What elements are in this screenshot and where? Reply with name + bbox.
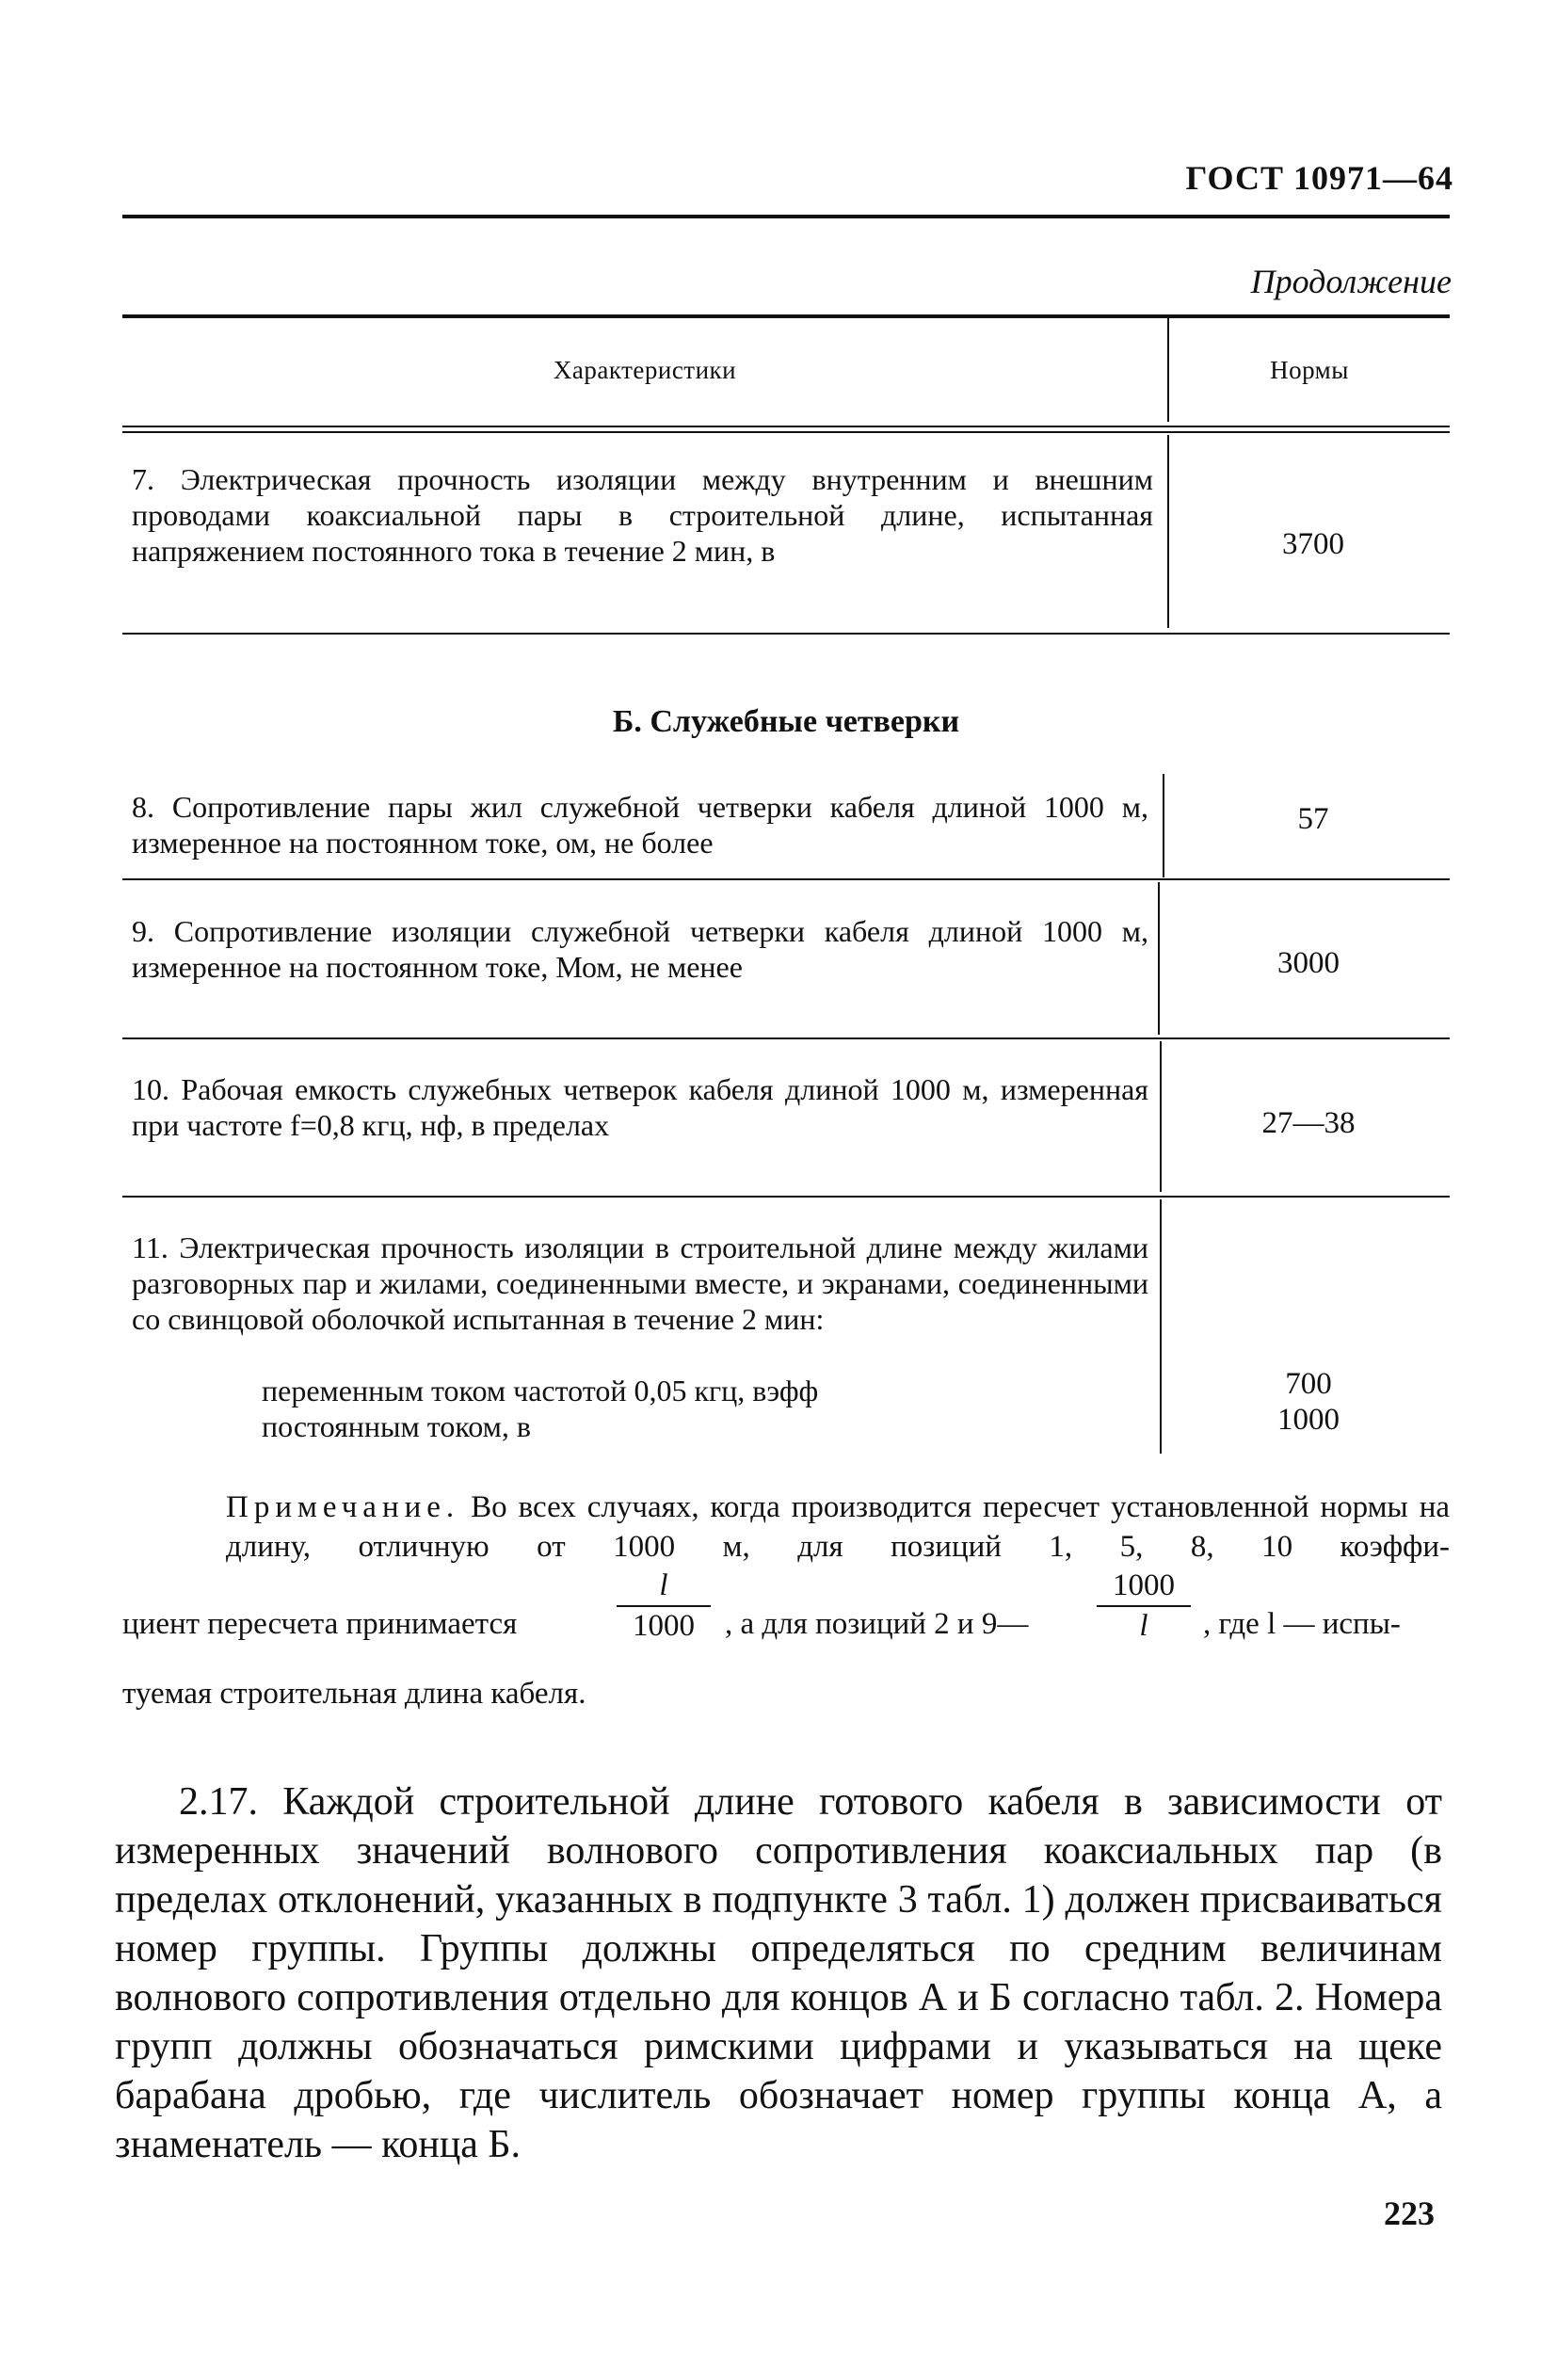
- page-number: 223: [1384, 2195, 1435, 2232]
- fraction-2-numerator: 1000: [1113, 1568, 1175, 1602]
- row-9-divider: [1158, 882, 1160, 1035]
- standard-number: ГОСТ 10971—64: [1185, 159, 1453, 197]
- note-text-1: Во всех случаях, когда производится пересчет установленной нормы на длину, отличную от 1000 м, для позиций 1, 5, 8, 10 коэффи-: [226, 1490, 1450, 1564]
- fraction-1-bar: [617, 1605, 711, 1607]
- row-9-rule: [122, 1037, 1450, 1039]
- row-8-divider: [1163, 774, 1164, 877]
- row-10-text: 10. Рабочая емкость служебных четверок кабеля длиной 1000 м, измеренная при частоте f=0,8 кгц, нф, в пределах: [132, 1072, 1148, 1142]
- row-11-norm-2: 1000: [1277, 1403, 1340, 1437]
- row-7-divider: [1167, 435, 1169, 628]
- column-header-characteristics: Характеристики: [553, 356, 737, 384]
- fraction-1000-over-l: [1097, 1568, 1191, 1644]
- fraction-1-numerator: l: [659, 1568, 668, 1602]
- row-8-text: 8. Сопротивление пары жил служебной четверки кабеля длиной 1000 м, измеренное на постоянном токе, ом, не более: [132, 790, 1148, 860]
- continuation-label: Продолжение: [1250, 263, 1452, 300]
- note-line-1: [122, 1488, 1450, 1567]
- note-label: Примечание.: [226, 1490, 460, 1524]
- paragraph-2-17: 2.17. Каждой строительной длине готового кабеля в зависимости от измеренных значений волнового сопротивления коаксиальных пар (в пределах отклонений, указанных в подпункте 3 табл. 1) должен присваиваться номер группы. Группы должны определяться по средним величинам волнового сопротивления отдельно для концов А и Б согласно табл. 2. Номера групп должны обозначаться римскими цифрами и указываться на щеке барабана дробью, где числитель обозначает номер группы конца А, а знаменатель — конца Б.: [115, 1780, 1442, 2166]
- fraction-2-denominator: l: [1139, 1609, 1148, 1643]
- row-7-norm: 3700: [1282, 527, 1344, 561]
- row-9-text: 9. Сопротивление изоляции служебной четверки кабеля длиной 1000 м, измеренное на постоянном токе, Мом, не менее: [132, 914, 1148, 984]
- note-line-2b: , а для позиций 2 и 9—: [725, 1607, 1029, 1641]
- note-line-2c: , где l — испы-: [1203, 1607, 1401, 1641]
- header-divider: [1167, 318, 1169, 422]
- column-header-norms: Нормы: [1270, 356, 1349, 384]
- header-rule-2: [122, 431, 1450, 433]
- row-8-norm: 57: [1297, 802, 1329, 836]
- note-line-2a: циент пересчета принимается: [122, 1607, 518, 1641]
- row-11-norm-1: 700: [1285, 1367, 1332, 1401]
- row-9-norm: 3000: [1277, 946, 1340, 980]
- header-rule: [122, 215, 1450, 218]
- fraction-1-denominator: 1000: [633, 1609, 695, 1643]
- row-11-sub1: переменным током частотой 0,05 кгц, вэфф: [262, 1374, 819, 1407]
- table-top-rule: [122, 314, 1450, 318]
- section-b-title: Б. Служебные четверки: [612, 704, 960, 739]
- row-11-sub2: постоянным током, в: [262, 1409, 532, 1443]
- fraction-l-over-1000: [617, 1568, 711, 1644]
- note-line-3: туемая строительная длина кабеля.: [122, 1677, 586, 1711]
- fraction-2-bar: [1097, 1605, 1191, 1607]
- row-10-norm: 27—38: [1261, 1106, 1356, 1140]
- row-11-divider: [1160, 1199, 1162, 1454]
- row-10-rule: [122, 1196, 1450, 1198]
- row-7-text: 7. Электрическая прочность изоляции между внутренним и внешним проводами коаксиальной пары в строительной длине, испытанная напряжением постоянного тока в течение 2 мин, в: [132, 462, 1153, 568]
- row-11-text: 11. Электрическая прочность изоляции в строительной длине между жилами разговорных пар и жилами, соединенными вместе, и экранами, соединенными со свинцовой оболочкой испытанная в течение 2 мин:: [132, 1230, 1148, 1336]
- row-7-rule: [122, 633, 1450, 635]
- row-10-divider: [1160, 1041, 1162, 1192]
- header-rule-1: [122, 426, 1450, 427]
- row-8-rule: [122, 878, 1450, 880]
